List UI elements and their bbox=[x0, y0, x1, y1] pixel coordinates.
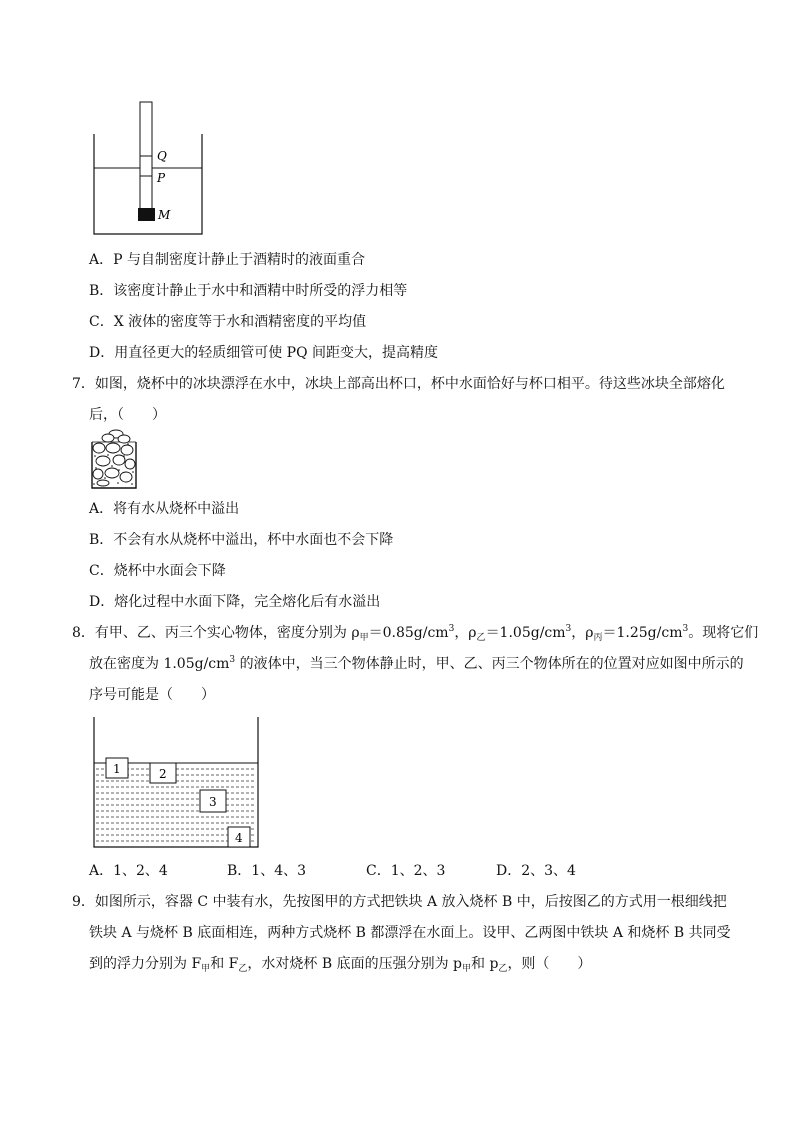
q8-option-c: C．1、2、3 bbox=[366, 863, 446, 879]
box-3 bbox=[200, 790, 226, 812]
q7-stem-line2: 后，（ ） bbox=[89, 407, 166, 423]
ice-cubes bbox=[93, 430, 135, 486]
q8-stem-line1: 8．有甲、乙、丙三个实心物体，密度分别为 $\rho_甲=0.85g/cm^3$，$\rho_乙=1.05g/cm^3$，$\rho_丙=1.25g/cm^3$。现将它们 bbox=[72, 624, 759, 643]
box-2 bbox=[150, 763, 176, 783]
box-1 bbox=[106, 758, 128, 778]
q6-option-a: A．P 与自制密度计静止于酒精时的液面重合 bbox=[89, 252, 365, 268]
q8-stem-line3: 序号可能是（ ） bbox=[89, 687, 215, 703]
q6-option-b: B．该密度计静止于水中和酒精中时所受的浮力相等 bbox=[89, 283, 408, 299]
q8-option-d: D．2、3、4 bbox=[496, 863, 576, 879]
svg-text:4: 4 bbox=[235, 831, 243, 845]
box-4 bbox=[228, 827, 250, 847]
q8-option-a: A．1、2、4 bbox=[89, 863, 168, 879]
q7-option-d: D．熔化过程中水面下降，完全熔化后有水溢出 bbox=[89, 594, 381, 610]
ice-cup-figure bbox=[88, 428, 140, 492]
q9-stem-line2: 铁块 A 与烧杯 B 底面相连，两种方式烧杯 B 都漂浮在水面上。设甲、乙两图中铁块 A 和烧杯 B 共同受 bbox=[89, 925, 731, 941]
svg-text:2: 2 bbox=[159, 767, 167, 781]
density-meter-figure bbox=[88, 98, 218, 238]
q9-stem-line3: 到的浮力分别为 $F_甲$和 $F_乙$，水对烧杯 B 底面的压强分别为 $p_甲$和 $p_乙$，则（ ） bbox=[89, 956, 592, 974]
q8-stem-line2: 放在密度为 $1.05g/cm^3$ 的液体中，当三个物体静止时，甲、乙、丙三个物体所在的位置对应如图中所示的 bbox=[89, 655, 744, 672]
q9-stem-line1: 9．如图所示，容器 C 中装有水，先按图甲的方式把铁块 A 放入烧杯 B 中，后按图乙的方式用一根细线把 bbox=[72, 894, 727, 910]
q7-stem-line1: 7．如图，烧杯中的冰块漂浮在水中，冰块上部高出杯口，杯中水面恰好与杯口相平。待这些冰块全部熔化 bbox=[72, 376, 725, 392]
q8-option-b: B．1、4、3 bbox=[227, 863, 307, 879]
svg-text:1: 1 bbox=[113, 762, 121, 776]
density-boxes-figure bbox=[88, 715, 264, 851]
label-q: Q bbox=[157, 149, 167, 163]
q7-option-b: B．不会有水从烧杯中溢出，杯中水面也不会下降 bbox=[89, 532, 394, 548]
q6-option-c: C．X 液体的密度等于水和酒精密度的平均值 bbox=[89, 314, 367, 330]
q6-option-d: D．用直径更大的轻质细管可使 PQ 间距变大，提高精度 bbox=[89, 345, 439, 361]
svg-text:3: 3 bbox=[209, 795, 217, 809]
label-p: P bbox=[157, 171, 166, 185]
label-m: M bbox=[158, 208, 171, 222]
q7-option-a: A．将有水从烧杯中溢出 bbox=[89, 501, 240, 517]
q7-option-c: C．烧杯中水面会下降 bbox=[89, 563, 226, 579]
weight-m bbox=[138, 208, 155, 221]
